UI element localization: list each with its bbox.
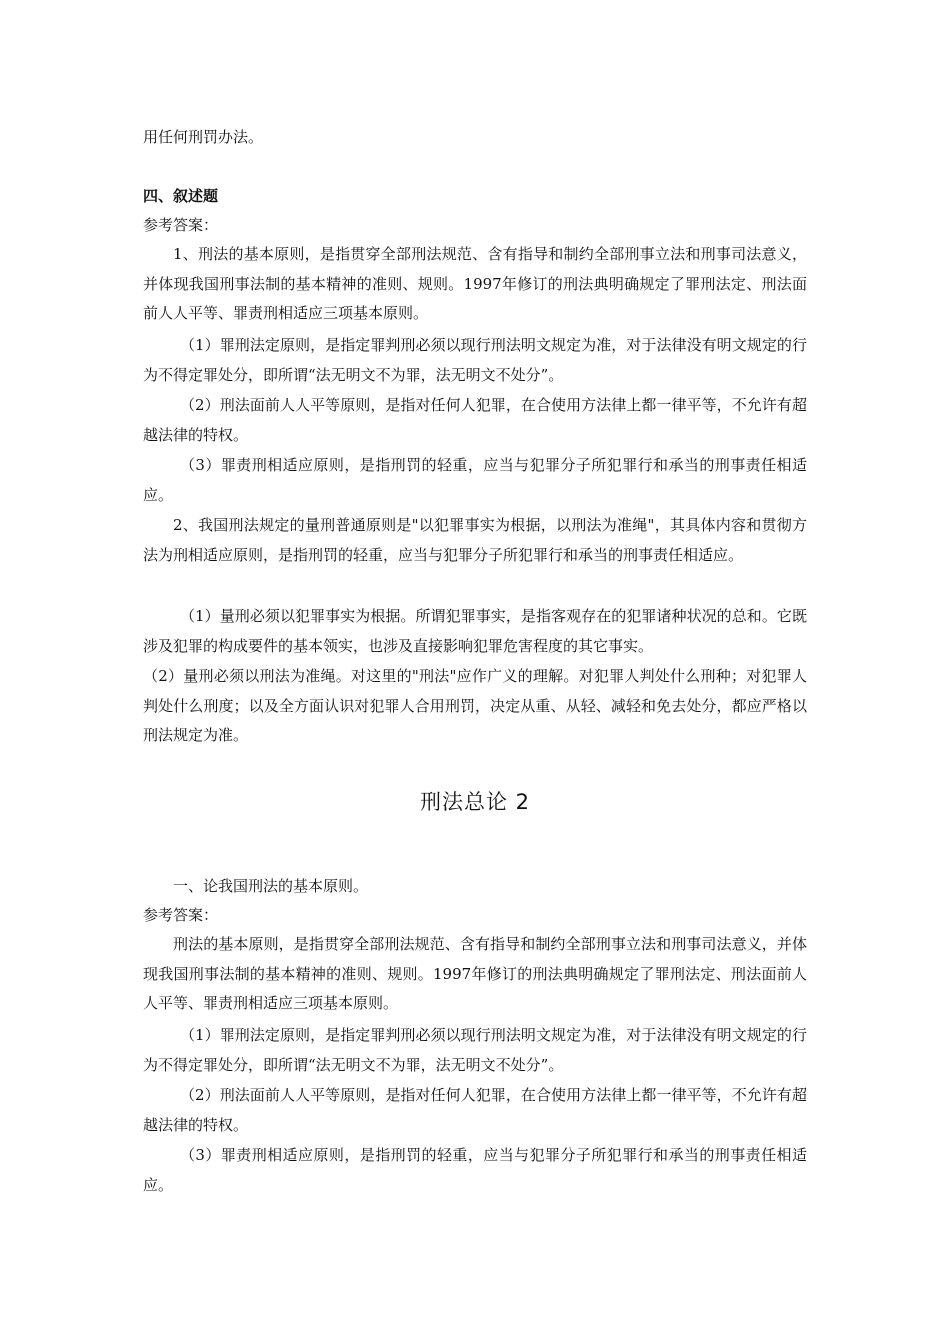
question-text: 一、论我国刑法的基本原则。 [173, 877, 369, 895]
answer-paragraph-1-3: （3）罪责刑相适应原则，是指刑罚的轻重，应当与犯罪分子所犯罪行和承当的刑事责任相适应。 [143, 456, 807, 504]
answer-paragraph-1-1: （1）罪刑法定原则，是指定罪判刑必须以现行刑法明文规定为准，对于法律没有明文规定的行为不得定罪处分，即所谓“法无明文不为罪，法无明文不处分”。 [143, 336, 807, 384]
answer-label-2: 参考答案： [143, 906, 219, 924]
section2-paragraph-1: 刑法的基本原则，是指贯穿全部刑法规范、含有指导和制约全部刑事立法和刑事司法意义，并体现我国刑事法制的基本精神的准则、规则。1997年修订的刑法典明确规定了罪刑法定、刑法面前人人平等、罪责刑相适应三项基本原则。 [143, 935, 807, 1012]
answer-paragraph-2-2: （2）量刑必须以刑法为准绳。对这里的"刑法"应作广义的理解。对犯罪人判处什么刑种；对犯罪人判处什么刑度；以及全方面认识对犯罪人合用刑罚，决定从重、从轻、减轻和免去处分，都应严格以刑法规定为准。 [143, 667, 807, 744]
carryover-text: 用任何刑罚办法。 [143, 128, 264, 146]
section2-paragraph-1-3: （3）罪责刑相适应原则，是指刑罚的轻重，应当与犯罪分子所犯罪行和承当的刑事责任相适应。 [143, 1146, 807, 1194]
answer-paragraph-2-1: （1）量刑必须以犯罪事实为根据。所谓犯罪事实，是指客观存在的犯罪诸种状况的总和。它既涉及犯罪的构成要件的基本领实，也涉及直接影响犯罪危害程度的其它事实。 [143, 607, 807, 655]
section2-paragraph-1-2: （2）刑法面前人人平等原则，是指对任何人犯罪，在合使用方法律上都一律平等，不允许有超越法律的特权。 [143, 1086, 807, 1134]
answer-paragraph-2: 2、我国刑法规定的量刑普通原则是"以犯罪事实为根据，以刑法为准绳"，其具体内容和贯彻方法为刑相适应原则，是指刑罚的轻重，应当与犯罪分子所犯罪行和承当的刑事责任相适应。 [143, 516, 807, 564]
answer-paragraph-1-2: （2）刑法面前人人平等原则，是指对任何人犯罪，在合使用方法律上都一律平等，不允许有超越法律的特权。 [143, 396, 807, 444]
section2-paragraph-1-1: （1）罪刑法定原则，是指定罪判刑必须以现行刑法明文规定为准，对于法律没有明文规定的行为不得定罪处分，即所谓“法无明文不为罪，法无明文不处分”。 [143, 1026, 807, 1074]
section-title: 刑法总论 2 [419, 790, 531, 814]
section-heading: 四、叙述题 [143, 187, 219, 205]
answer-label: 参考答案： [143, 216, 219, 234]
answer-paragraph-1: 1、刑法的基本原则，是指贯穿全部刑法规范、含有指导和制约全部刑事立法和刑事司法意义，并体现我国刑事法制的基本精神的准则、规则。1997年修订的刑法典明确规定了罪刑法定、刑法面前人人平等、罪责刑相适应三项基本原则。 [143, 245, 807, 322]
